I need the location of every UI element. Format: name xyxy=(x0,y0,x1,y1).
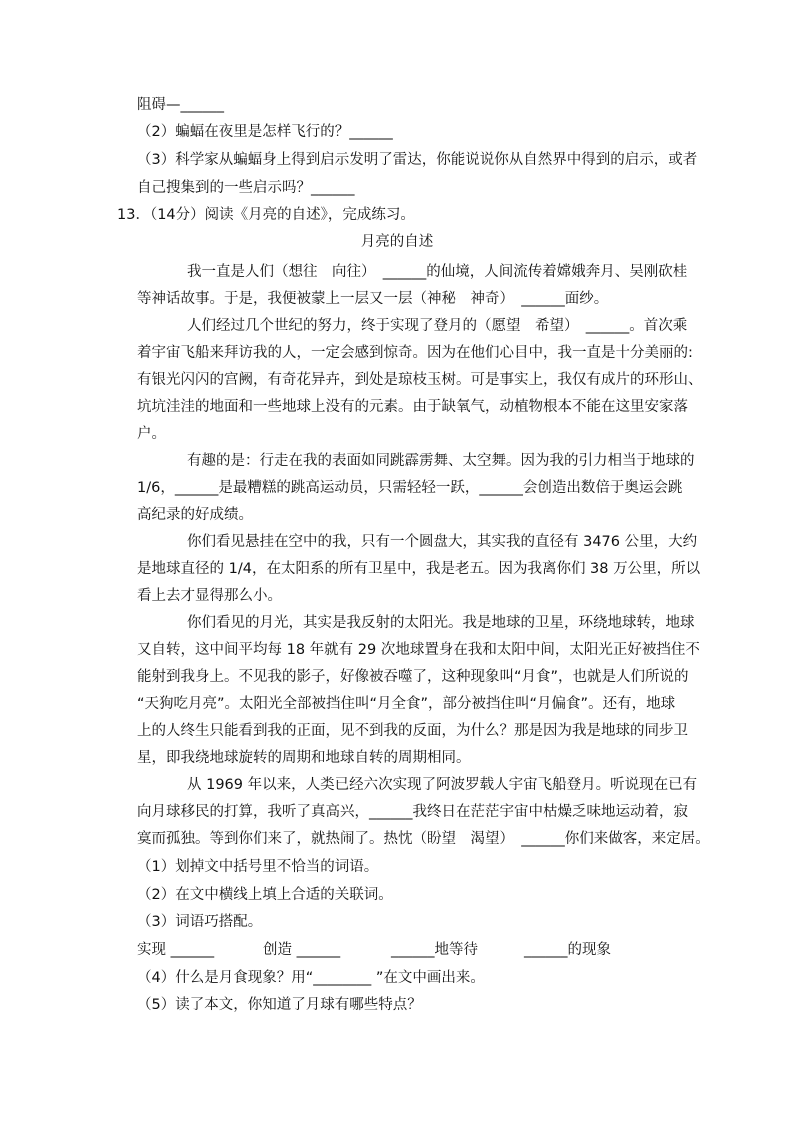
word-match-1: 实现 ______ xyxy=(137,942,215,958)
q12-answer-line: 阻碍—______ xyxy=(137,97,224,113)
q12-sub2: （2）蝙蝠在夜里是怎样飞行的？______ xyxy=(137,124,393,140)
word-match-4: ______的现象 xyxy=(524,942,611,958)
paragraph-2-line-3: 有银光闪闪的宫阙，有奇花异卉，到处是琼枝玉树。可是事实上，我仅有成片的环形山、 xyxy=(137,372,703,388)
paragraph-5-line-6: 星，即我绕地球旋转的周期和地球自转的周期相同。 xyxy=(137,750,471,766)
paragraph-3-line-2: 1/6，______是最糟糕的跳高运动员，只需轻轻一跃，______会创造出数倍于奥运会跳 xyxy=(137,480,683,496)
sub-question-4: （4）什么是月食现象？用“________ ”在文中画出来。 xyxy=(137,970,485,986)
paragraph-6-line-3: 寞而孤独。等到你们来了，就热闹了。热忱（盼望 渴望） ______你们来做客，来定居。 xyxy=(137,831,710,847)
sub-question-5: （5）读了本文，你知道了月球有哪些特点？ xyxy=(137,997,422,1013)
passage-title: 月亮的自述 xyxy=(360,234,434,250)
paragraph-1-line-1: 我一直是人们（想往 向往） ______的仙境，人间流传着嫦娥奔月、吴刚砍桂 xyxy=(187,264,688,280)
sub-question-2: （2）在文中横线上填上合适的关联词。 xyxy=(137,887,393,903)
paragraph-6-line-2: 向月球移民的打算，我听了真高兴，______我终日在茫茫宇宙中枯燥乏味地运动着，寂 xyxy=(137,804,688,820)
paragraph-4-line-3: 看上去才显得那么小。 xyxy=(137,588,282,604)
sub-question-1: （1）划掉文中括号里不恰当的词语。 xyxy=(137,859,379,875)
paragraph-5-line-3: 能射到我身上。不见我的影子，好像被吞噬了，这种现象叫“月食”，也就是人们所说的 xyxy=(137,669,689,685)
paragraph-2-line-2: 着宇宙飞船来拜访我的人，一定会感到惊奇。因为在他们心目中，我一直是十分美丽的: xyxy=(137,345,693,361)
q12-sub3-line1: （3）科学家从蝙蝠身上得到启示发明了雷达，你能说说你从自然界中得到的启示，或者 xyxy=(137,152,698,168)
paragraph-3-line-1: 有趣的是：行走在我的表面如同跳霹雳舞、太空舞。因为我的引力相当于地球的 xyxy=(187,453,695,469)
paragraph-2-line-4: 坑坑洼洼的地面和一些地球上没有的元素。由于缺氧气，动植物根本不能在这里安家落 xyxy=(137,399,688,415)
paragraph-1-line-2: 等神话故事。于是，我便被蒙上一层又一层（神秘 神奇） ______面纱。 xyxy=(137,291,609,307)
paragraph-5-line-1: 你们看见的月光，其实是我反射的太阳光。我是地球的卫星，环绕地球转，地球 xyxy=(187,615,695,631)
paragraph-4-line-1: 你们看见悬挂在空中的我，只有一个圆盘大，其实我的直径有 3476 公里，大约 xyxy=(187,534,698,550)
word-match-3: ______地等待 xyxy=(391,942,478,958)
paragraph-5-line-4: “天狗吃月亮”。太阳光全部被挡住叫“月全食”，部分被挡住叫“月偏食”。还有，地球 xyxy=(137,696,676,712)
paragraph-6-line-1: 从 1969 年以来，人类已经六次实现了阿波罗载人宇宙飞船登月。听说现在已有 xyxy=(187,777,698,793)
paragraph-3-line-3: 高纪录的好成绩。 xyxy=(137,507,253,523)
paragraph-2-line-1: 人们经过几个世纪的努力，终于实现了登月的（愿望 希望） ______。首次乘 xyxy=(187,318,688,334)
paragraph-5-line-2: 又自转，这中间平均每 18 年就有 29 次地球置身在我和太阳中间，太阳光正好被挡住不 xyxy=(137,642,700,658)
paragraph-2-line-5: 户。 xyxy=(137,426,166,442)
paragraph-5-line-5: 上的人终生只能看到我的正面，见不到我的反面，为什么？那是因为我是地球的同步卫 xyxy=(137,723,688,739)
word-match-2: 创造 ______ xyxy=(263,942,341,958)
q12-sub3-line2: 自己搜集到的一些启示吗？______ xyxy=(137,180,355,196)
paragraph-4-line-2: 是地球直径的 1/4，在太阳系的所有卫星中，我是老五。因为我离你们 38 万公里，所以 xyxy=(137,561,701,577)
q13-header: 13．（14分）阅读《月亮的自述》，完成练习。 xyxy=(117,207,415,223)
sub-question-3: （3）词语巧搭配。 xyxy=(137,914,263,930)
